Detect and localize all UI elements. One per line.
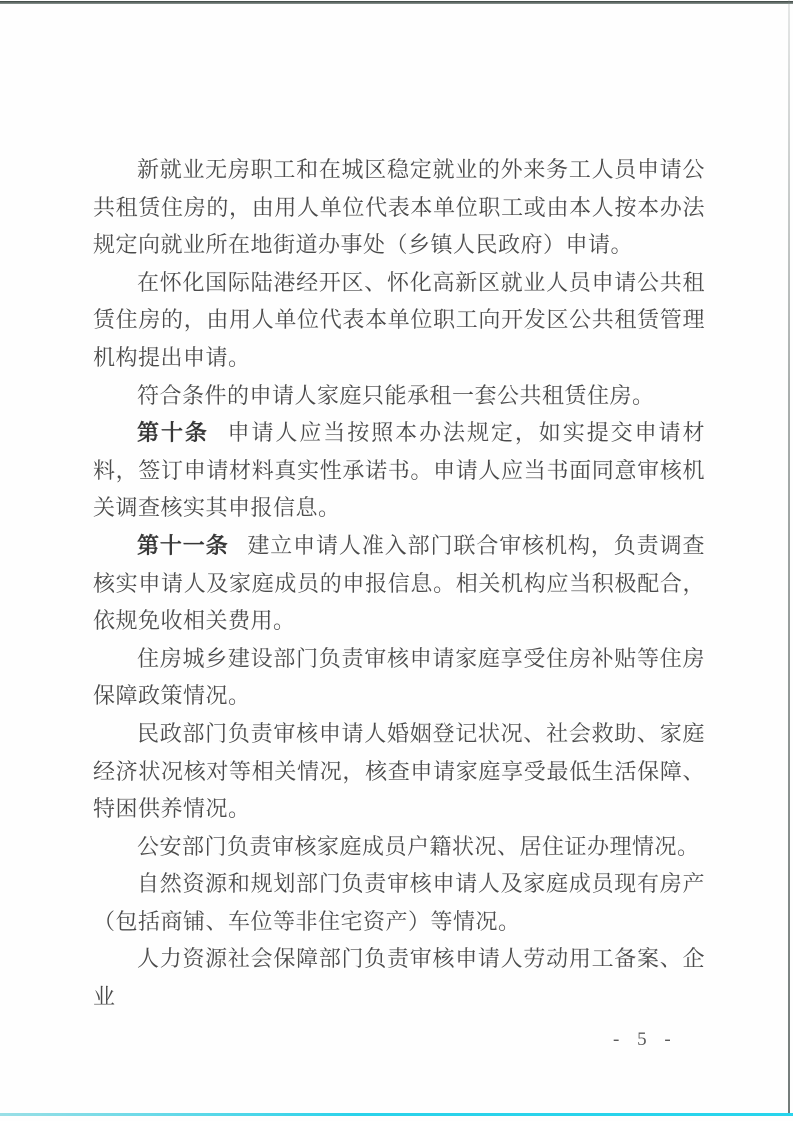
article-number: 第十一条 — [137, 532, 229, 558]
paragraph-text: 自然资源和规划部门负责审核申请人及家庭成员现有房产（包括商铺、车位等非住宅资产）等情况。 — [93, 871, 705, 934]
paragraph-text: 在怀化国际陆港经开区、怀化高新区就业人员申请公共租赁住房的，由用人单位代表本单位职工向开发区公共租赁管理机构提出申请。 — [93, 269, 705, 370]
page-number: - 5 - — [613, 1029, 676, 1050]
paragraph — [93, 828, 705, 866]
paragraph — [93, 377, 705, 415]
paragraph-text: 符合条件的申请人家庭只能承租一套公共租赁住房。 — [137, 382, 655, 408]
paragraph-text: 申请人应当按照本办法规定，如实提交申请材料，签订申请材料真实性承诺书。申请人应当书面同意审核机关调查核实其申报信息。 — [93, 420, 705, 521]
scan-top-edge-line — [0, 1, 793, 4]
paragraph — [93, 715, 705, 828]
paragraph-text: 民政部门负责审核申请人婚姻登记状况、社会救助、家庭经济状况核对等相关情况，核查申请家庭享受最低生活保障、特困供养情况。 — [93, 720, 705, 822]
paragraph-text: 新就业无房职工和在城区稳定就业的外来务工人员申请公共租赁住房的，由用人单位代表本单位职工或由本人按本办法规定向就业所在地街道办事处（乡镇人民政府）申请。 — [93, 157, 705, 258]
paragraph-text: 住房城乡建设部门负责审核申请家庭享受住房补贴等住房保障政策情况。 — [93, 645, 705, 709]
paragraph — [93, 940, 705, 1015]
scan-bottom-edge-line — [0, 1113, 793, 1116]
document-body — [93, 151, 705, 1016]
article-paragraph — [93, 527, 705, 640]
article-paragraph — [93, 414, 705, 527]
paragraph-text: 公安部门负责审核家庭成员户籍状况、居住证办理情况。 — [137, 833, 700, 859]
scan-right-edge-line — [788, 0, 790, 1113]
paragraph-text: 建立申请人准入部门联合审核机构，负责调查核实申请人及家庭成员的申报信息。相关机构应当积极配合，依规免收相关费用。 — [93, 532, 705, 634]
paragraph — [93, 264, 705, 377]
paragraph-text: 人力资源社会保障部门负责审核申请人劳动用工备案、企业 — [93, 946, 705, 1010]
paragraph — [93, 640, 705, 715]
paragraph — [93, 151, 705, 264]
paragraph — [93, 865, 705, 940]
article-number: 第十条 — [137, 420, 209, 446]
